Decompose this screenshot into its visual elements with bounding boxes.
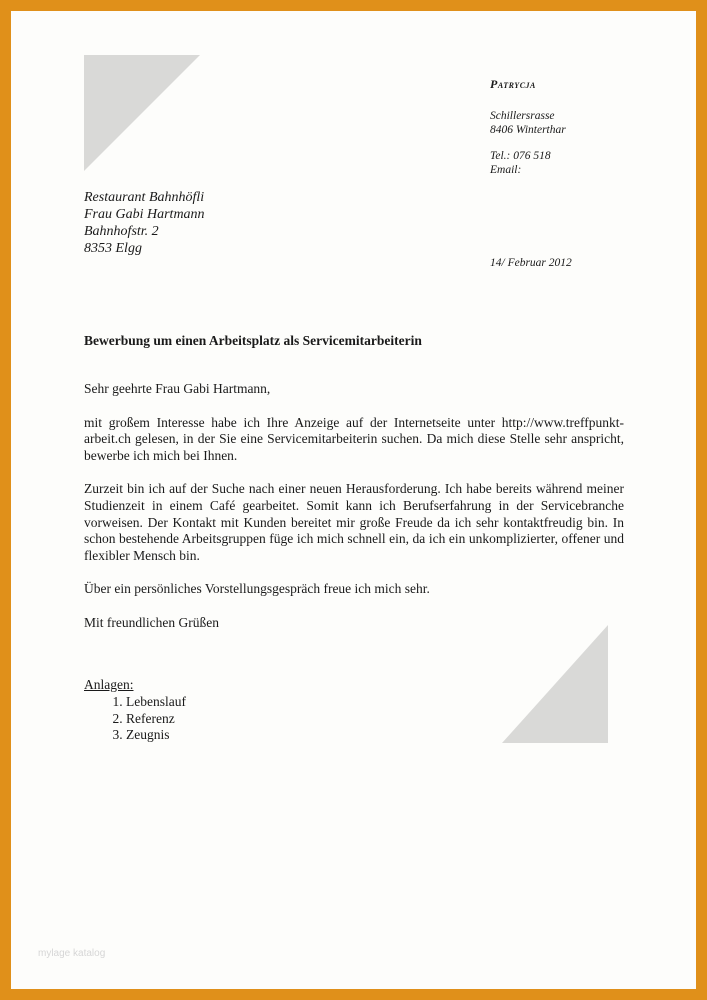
recipient-line-4: 8353 Elgg (84, 241, 142, 256)
list-item: 3. Zeugnis (126, 727, 186, 744)
sender-phone: Tel.: 076 518 (490, 150, 551, 162)
letter-page (11, 11, 696, 989)
list-item: 1. Lebenslauf (126, 694, 186, 711)
recipient-address (84, 189, 205, 257)
paragraph-1: mit großem Interesse habe ich Ihre Anzeige auf der Internetseite unter http://www.treffpunkt-arbeit.ch gelesen, in der Sie eine Servicemitarbeiterin suchen. Da mich diese Stelle sehr anspricht, bewerbe ich mich bei Ihnen. (84, 414, 624, 463)
sender-name: Patrycja (490, 77, 536, 91)
sender-address (490, 77, 566, 189)
paragraph-3: Über ein persönliches Vorstellungsgespräch freue ich mich sehr. (84, 581, 430, 597)
sender-city: 8406 Winterthar (490, 124, 566, 136)
attachments-list (84, 694, 186, 744)
attachments-section (84, 677, 186, 744)
sender-street: Schillersrasse (490, 110, 555, 122)
list-item: 2. Referenz (126, 711, 186, 728)
closing: Mit freundlichen Grüßen (84, 614, 219, 630)
paragraph-2: Zurzeit bin ich auf der Suche nach einer neuen Herausforderung. Ich habe bereits während meiner Studienzeit in einem Café gearbeitet. Somit kann ich Berufserfahrung in der Servicebranche vorweisen. Der Kontakt mit Kunden bereitet mir große Freude da ich sehr kontaktfreudig bin. In schon bestehende Arbeitsgruppen füge ich mich schnell ein, da ich ein unkomplizierter, offener und flexibler Mensch bin. (84, 481, 624, 563)
recipient-line-3: Bahnhofstr. 2 (84, 224, 159, 239)
recipient-line-1: Restaurant Bahnhöfli (84, 190, 205, 205)
letter-subject: Bewerbung um einen Arbeitsplatz als Servicemitarbeiterin (84, 333, 422, 348)
sender-email: Email: (490, 164, 522, 176)
letter-body (84, 381, 624, 649)
decorative-triangle-top (84, 55, 200, 171)
letter-date: 14/ Februar 2012 (490, 257, 572, 269)
salutation: Sehr geehrte Frau Gabi Hartmann, (84, 381, 271, 396)
watermark: mylage katalog (38, 948, 106, 959)
recipient-line-2: Frau Gabi Hartmann (84, 207, 205, 222)
attachments-label: Anlagen: (84, 677, 134, 692)
